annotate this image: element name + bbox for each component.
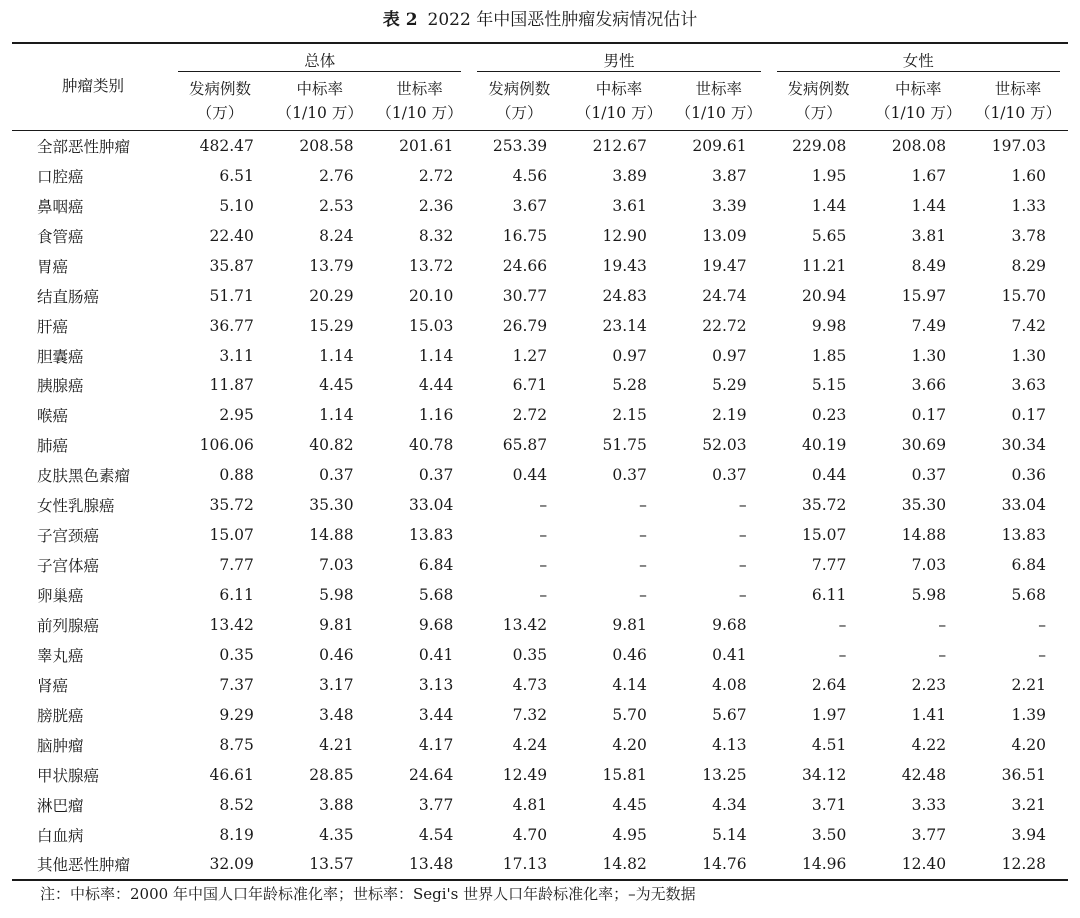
table-row: [12, 550, 1068, 580]
value-cell: 5.67: [712, 705, 747, 724]
cancer-type-cell: 喉癌: [37, 407, 69, 426]
value-cell: 12.28: [1001, 855, 1046, 874]
value-cell: 14.88: [309, 526, 354, 545]
value-cell: 24.64: [408, 765, 454, 784]
value-cell: 7.49: [911, 316, 947, 335]
value-cell: 3.33: [911, 795, 947, 814]
value-cell: 51.75: [602, 436, 647, 455]
value-cell: 7.77: [811, 556, 847, 575]
value-cell: 8.52: [219, 795, 254, 814]
value-cell: 13.25: [702, 765, 747, 784]
value-cell: 1.44: [811, 196, 847, 215]
subheader-cell: 发病例数 （万）: [188, 80, 251, 122]
cancer-type-cell: 前列腺癌: [37, 616, 100, 635]
value-cell: 8.29: [1011, 256, 1046, 275]
value-cell: 13.57: [309, 855, 354, 874]
value-cell: 3.77: [911, 825, 947, 844]
value-cell: 46.61: [209, 765, 254, 784]
subheader-cell: 发病例数 （万）: [488, 80, 551, 122]
value-cell: –: [1038, 645, 1046, 664]
value-cell: 1.39: [1011, 705, 1046, 724]
value-cell: 15.07: [801, 526, 847, 545]
value-cell: 0.46: [612, 645, 647, 664]
table-row: [12, 640, 1068, 670]
value-cell: 4.51: [811, 735, 847, 754]
value-cell: 15.81: [602, 765, 647, 784]
value-cell: 5.98: [911, 586, 947, 605]
value-cell: 1.30: [911, 346, 947, 365]
value-cell: 5.70: [612, 705, 647, 724]
value-cell: 19.43: [602, 256, 647, 275]
value-cell: 8.32: [418, 226, 454, 245]
value-cell: 0.46: [319, 645, 354, 664]
value-cell: –: [938, 615, 947, 634]
subheader-cell: 发病例数 （万）: [787, 80, 850, 122]
value-cell: 2.19: [712, 406, 747, 425]
table-row: [12, 730, 1068, 760]
value-cell: 14.82: [602, 855, 647, 874]
cancer-type-cell: 脑肿瘤: [37, 736, 84, 755]
value-cell: 4.70: [512, 825, 548, 844]
value-cell: 4.35: [319, 825, 354, 844]
value-cell: 13.42: [209, 615, 254, 634]
value-cell: 16.75: [502, 226, 548, 245]
value-cell: –: [838, 645, 847, 664]
value-cell: 40.82: [309, 436, 354, 455]
value-cell: 8.49: [911, 256, 947, 275]
value-cell: 40.78: [408, 436, 454, 455]
value-cell: 0.36: [1011, 466, 1046, 485]
value-cell: 7.37: [219, 675, 254, 694]
value-cell: 24.83: [602, 286, 647, 305]
value-cell: 36.51: [1001, 765, 1046, 784]
value-cell: 13.42: [502, 615, 548, 634]
value-cell: 17.13: [502, 855, 548, 874]
table-header: [12, 43, 1068, 131]
cancer-type-cell: 白血病: [37, 826, 84, 845]
value-cell: 5.28: [612, 376, 647, 395]
value-cell: 42.48: [901, 765, 947, 784]
value-cell: 35.72: [801, 496, 847, 515]
value-cell: 13.83: [1001, 526, 1046, 545]
table-row: [12, 311, 1068, 341]
value-cell: 6.11: [811, 586, 847, 605]
value-cell: 2.76: [319, 166, 354, 185]
value-cell: 3.89: [612, 166, 647, 185]
value-cell: 0.41: [418, 645, 454, 664]
cancer-type-cell: 子宫颈癌: [37, 527, 100, 546]
cancer-type-cell: 皮肤黑色素瘤: [37, 467, 131, 486]
value-cell: 24.66: [502, 256, 548, 275]
value-cell: 2.53: [319, 196, 354, 215]
value-cell: 9.68: [712, 615, 747, 634]
value-cell: 209.61: [692, 136, 747, 155]
value-cell: 2.15: [612, 406, 647, 425]
value-cell: 3.48: [319, 705, 354, 724]
value-cell: 3.13: [418, 675, 454, 694]
value-cell: 4.81: [512, 795, 548, 814]
value-cell: 9.68: [418, 615, 454, 634]
value-cell: 33.04: [1001, 496, 1046, 515]
cancer-type-cell: 卵巢癌: [37, 587, 84, 606]
cancer-type-cell: 甲状腺癌: [37, 766, 100, 785]
value-cell: 0.17: [1011, 406, 1046, 425]
value-cell: 197.03: [991, 136, 1046, 155]
value-cell: 3.17: [319, 675, 354, 694]
value-cell: 6.51: [219, 166, 254, 185]
value-cell: 3.81: [911, 226, 947, 245]
value-cell: 4.20: [1011, 735, 1046, 754]
value-cell: 4.21: [319, 735, 354, 754]
value-cell: 0.44: [811, 466, 847, 485]
value-cell: 4.17: [418, 735, 454, 754]
value-cell: 0.44: [512, 466, 548, 485]
value-cell: 8.24: [319, 226, 354, 245]
table-row: [12, 161, 1068, 191]
value-cell: 9.81: [612, 615, 647, 634]
value-cell: 4.08: [712, 675, 747, 694]
value-cell: 4.95: [612, 825, 647, 844]
table-row: [12, 820, 1068, 850]
value-cell: 65.87: [502, 436, 548, 455]
subheader-cell: 中标率 （1/10 万）: [276, 80, 363, 122]
cancer-type-cell: 结直肠癌: [37, 287, 100, 306]
value-cell: 2.23: [911, 675, 947, 694]
value-cell: 2.64: [811, 675, 847, 694]
value-cell: 106.06: [199, 436, 254, 455]
value-cell: 5.68: [1011, 586, 1046, 605]
value-cell: 24.74: [702, 286, 747, 305]
table-label: 表 2: [382, 10, 418, 30]
value-cell: 3.87: [712, 166, 747, 185]
table-row: [12, 610, 1068, 640]
value-cell: 3.39: [712, 196, 747, 215]
value-cell: 7.32: [512, 705, 548, 724]
value-cell: –: [738, 526, 747, 545]
value-cell: 3.50: [811, 825, 847, 844]
value-cell: –: [738, 556, 747, 575]
cancer-type-cell: 子宫体癌: [37, 557, 100, 576]
value-cell: 51.71: [209, 286, 254, 305]
cancer-type-cell: 肾癌: [37, 676, 69, 695]
cancer-type-cell: 女性乳腺癌: [37, 497, 115, 516]
value-cell: 7.03: [319, 556, 354, 575]
value-cell: 1.95: [811, 166, 847, 185]
table-row: [12, 430, 1068, 460]
value-cell: 0.35: [219, 645, 254, 664]
value-cell: 15.29: [309, 316, 354, 335]
value-cell: 13.83: [408, 526, 454, 545]
table-row: [12, 850, 1068, 881]
value-cell: 22.72: [702, 316, 747, 335]
value-cell: 14.96: [801, 855, 847, 874]
incidence-table: [12, 42, 1068, 881]
value-cell: 2.72: [512, 406, 548, 425]
table-row: [12, 131, 1068, 161]
value-cell: 12.90: [602, 226, 647, 245]
value-cell: 1.60: [1011, 166, 1046, 185]
value-cell: –: [639, 496, 647, 515]
table-caption: [0, 8, 1080, 32]
value-cell: 35.30: [309, 496, 354, 515]
value-cell: –: [539, 496, 548, 515]
table-row: [12, 460, 1068, 490]
subheader-cell: 中标率 （1/10 万）: [575, 80, 663, 122]
value-cell: 14.76: [702, 855, 747, 874]
value-cell: 0.97: [712, 346, 747, 365]
value-cell: 30.77: [502, 286, 548, 305]
value-cell: 208.58: [299, 136, 354, 155]
value-cell: 7.77: [219, 556, 254, 575]
value-cell: 1.33: [1011, 196, 1046, 215]
value-cell: 3.66: [911, 376, 947, 395]
value-cell: 52.03: [702, 436, 747, 455]
value-cell: 15.70: [1001, 286, 1046, 305]
value-cell: 36.77: [209, 316, 254, 335]
value-cell: 3.21: [1011, 795, 1046, 814]
table-row: [12, 400, 1068, 430]
value-cell: 4.20: [612, 735, 647, 754]
value-cell: 5.14: [712, 825, 747, 844]
value-cell: –: [738, 496, 747, 515]
value-cell: 3.78: [1011, 226, 1046, 245]
value-cell: –: [539, 526, 548, 545]
value-cell: 9.81: [319, 615, 354, 634]
value-cell: 5.15: [811, 376, 847, 395]
value-cell: 8.19: [219, 825, 254, 844]
value-cell: 35.72: [209, 496, 254, 515]
value-cell: 1.67: [911, 166, 947, 185]
value-cell: 1.41: [911, 705, 947, 724]
value-cell: –: [1038, 615, 1046, 634]
value-cell: 4.24: [512, 735, 548, 754]
cancer-type-cell: 肺癌: [37, 437, 69, 456]
table-row: [12, 490, 1068, 520]
value-cell: 6.11: [219, 586, 254, 605]
value-cell: 6.84: [418, 556, 454, 575]
value-cell: 1.14: [319, 346, 354, 365]
value-cell: 34.12: [801, 765, 847, 784]
value-cell: 6.71: [512, 376, 548, 395]
value-cell: 2.95: [219, 406, 254, 425]
value-cell: 1.97: [811, 705, 847, 724]
value-cell: 22.40: [209, 226, 254, 245]
table-row: [12, 670, 1068, 700]
cancer-type-cell: 肝癌: [37, 317, 69, 336]
value-cell: –: [938, 645, 947, 664]
value-cell: 30.69: [901, 436, 947, 455]
value-cell: 4.14: [612, 675, 647, 694]
value-cell: 208.08: [891, 136, 947, 155]
table-row: [12, 341, 1068, 371]
value-cell: –: [838, 615, 847, 634]
group-header-male: 男性: [469, 43, 768, 77]
value-cell: –: [738, 586, 747, 605]
subheader-cell: 世标率 （1/10 万）: [675, 80, 762, 122]
value-cell: 9.98: [811, 316, 847, 335]
value-cell: 229.08: [792, 136, 847, 155]
value-cell: 13.72: [408, 256, 454, 275]
cancer-type-cell: 胃癌: [37, 257, 69, 276]
cancer-type-cell: 鼻咽癌: [37, 197, 84, 216]
value-cell: 5.10: [219, 196, 254, 215]
value-cell: 30.34: [1001, 436, 1046, 455]
value-cell: 5.65: [811, 226, 847, 245]
value-cell: 13.79: [309, 256, 354, 275]
value-cell: 4.73: [512, 675, 548, 694]
value-cell: 13.09: [702, 226, 747, 245]
table-row: [12, 700, 1068, 730]
value-cell: 3.77: [418, 795, 454, 814]
value-cell: 40.19: [801, 436, 847, 455]
value-cell: –: [639, 556, 647, 575]
value-cell: –: [539, 556, 548, 575]
table-row: [12, 580, 1068, 610]
subheader-cell: 中标率 （1/10 万）: [875, 80, 962, 122]
value-cell: 15.97: [901, 286, 947, 305]
value-cell: 3.44: [418, 705, 454, 724]
value-cell: 4.13: [712, 735, 747, 754]
cancer-type-cell: 全部恶性肿瘤: [37, 137, 131, 156]
value-cell: 3.63: [1011, 376, 1046, 395]
value-cell: 11.87: [209, 376, 254, 395]
value-cell: 5.98: [319, 586, 354, 605]
value-cell: 2.36: [418, 196, 454, 215]
table-row: [12, 281, 1068, 311]
value-cell: 20.29: [309, 286, 354, 305]
value-cell: 35.87: [209, 256, 254, 275]
table-title: 2022 年中国恶性肿瘤发病情况估计: [427, 10, 698, 30]
value-cell: 0.37: [712, 466, 747, 485]
value-cell: 23.14: [602, 316, 647, 335]
value-cell: 20.94: [801, 286, 847, 305]
value-cell: 1.27: [512, 346, 548, 365]
value-cell: 4.56: [512, 166, 548, 185]
value-cell: 0.37: [418, 466, 454, 485]
value-cell: 1.14: [418, 346, 454, 365]
value-cell: 20.10: [408, 286, 454, 305]
value-cell: 1.85: [811, 346, 847, 365]
group-header-female: 女性: [769, 43, 1068, 77]
cancer-type-cell: 食管癌: [37, 227, 84, 246]
value-cell: 9.29: [219, 705, 254, 724]
value-cell: 1.44: [911, 196, 947, 215]
value-cell: 212.67: [592, 136, 647, 155]
value-cell: –: [539, 586, 548, 605]
value-cell: 0.88: [219, 466, 254, 485]
cancer-type-cell: 膀胱癌: [37, 706, 84, 725]
value-cell: 4.34: [712, 795, 747, 814]
table-row: [12, 221, 1068, 251]
value-cell: 19.47: [702, 256, 747, 275]
value-cell: 3.11: [219, 346, 254, 365]
value-cell: 28.85: [309, 765, 354, 784]
value-cell: 5.68: [418, 586, 454, 605]
value-cell: 11.21: [801, 256, 847, 275]
value-cell: 6.84: [1011, 556, 1046, 575]
value-cell: 4.22: [911, 735, 947, 754]
table-body: [12, 131, 1068, 881]
table-row: [12, 520, 1068, 550]
cancer-type-cell: 口腔癌: [37, 167, 84, 186]
cancer-type-cell: 睾丸癌: [37, 646, 84, 665]
value-cell: –: [639, 526, 647, 545]
value-cell: 2.21: [1011, 675, 1046, 694]
value-cell: 8.75: [219, 735, 254, 754]
value-cell: 32.09: [209, 855, 254, 874]
value-cell: 12.40: [901, 855, 947, 874]
value-cell: 4.44: [418, 376, 454, 395]
value-cell: –: [639, 586, 647, 605]
value-cell: 12.49: [502, 765, 548, 784]
value-cell: 14.88: [901, 526, 947, 545]
value-cell: 1.16: [418, 406, 454, 425]
value-cell: 2.72: [418, 166, 454, 185]
cancer-type-cell: 淋巴瘤: [37, 796, 84, 815]
value-cell: 201.61: [399, 136, 454, 155]
cancer-type-cell: 其他恶性肿瘤: [37, 856, 131, 875]
value-cell: 1.14: [319, 406, 354, 425]
subheader-cell: 世标率 （1/10 万）: [376, 80, 463, 122]
value-cell: 253.39: [492, 136, 548, 155]
category-header: 肿瘤类别: [12, 43, 170, 131]
value-cell: 3.67: [512, 196, 548, 215]
value-cell: 0.23: [811, 406, 847, 425]
value-cell: 4.45: [319, 376, 354, 395]
group-header-total: 总体: [170, 43, 469, 77]
value-cell: 7.42: [1011, 316, 1046, 335]
value-cell: 33.04: [408, 496, 454, 515]
table-row: [12, 191, 1068, 221]
value-cell: 4.45: [612, 795, 647, 814]
value-cell: 0.35: [512, 645, 548, 664]
value-cell: 3.61: [612, 196, 647, 215]
value-cell: 0.37: [319, 466, 354, 485]
value-cell: 15.03: [408, 316, 454, 335]
table-row: [12, 790, 1068, 820]
value-cell: 0.37: [911, 466, 947, 485]
value-cell: 1.30: [1011, 346, 1046, 365]
table-row: [12, 760, 1068, 790]
table-row: [12, 371, 1068, 401]
value-cell: 7.03: [911, 556, 947, 575]
value-cell: 35.30: [901, 496, 947, 515]
value-cell: 482.47: [199, 136, 254, 155]
value-cell: 4.54: [418, 825, 454, 844]
value-cell: 5.29: [712, 376, 747, 395]
value-cell: 3.88: [319, 795, 354, 814]
cancer-type-cell: 胆囊癌: [37, 347, 84, 366]
subheader-cell: 世标率 （1/10 万）: [974, 80, 1062, 122]
table-row: [12, 251, 1068, 281]
value-cell: 3.94: [1011, 825, 1046, 844]
value-cell: 0.97: [612, 346, 647, 365]
value-cell: 3.71: [811, 795, 847, 814]
table-footnote: 注：中标率：2000 年中国人口年龄标准化率；世标率：Segi's 世界人口年龄标准化率；–为无数据: [40, 885, 696, 903]
value-cell: 0.17: [911, 406, 947, 425]
value-cell: 0.37: [612, 466, 647, 485]
value-cell: 0.41: [712, 645, 747, 664]
value-cell: 15.07: [209, 526, 254, 545]
value-cell: 26.79: [502, 316, 548, 335]
cancer-type-cell: 胰腺癌: [37, 377, 84, 396]
value-cell: 13.48: [408, 855, 454, 874]
